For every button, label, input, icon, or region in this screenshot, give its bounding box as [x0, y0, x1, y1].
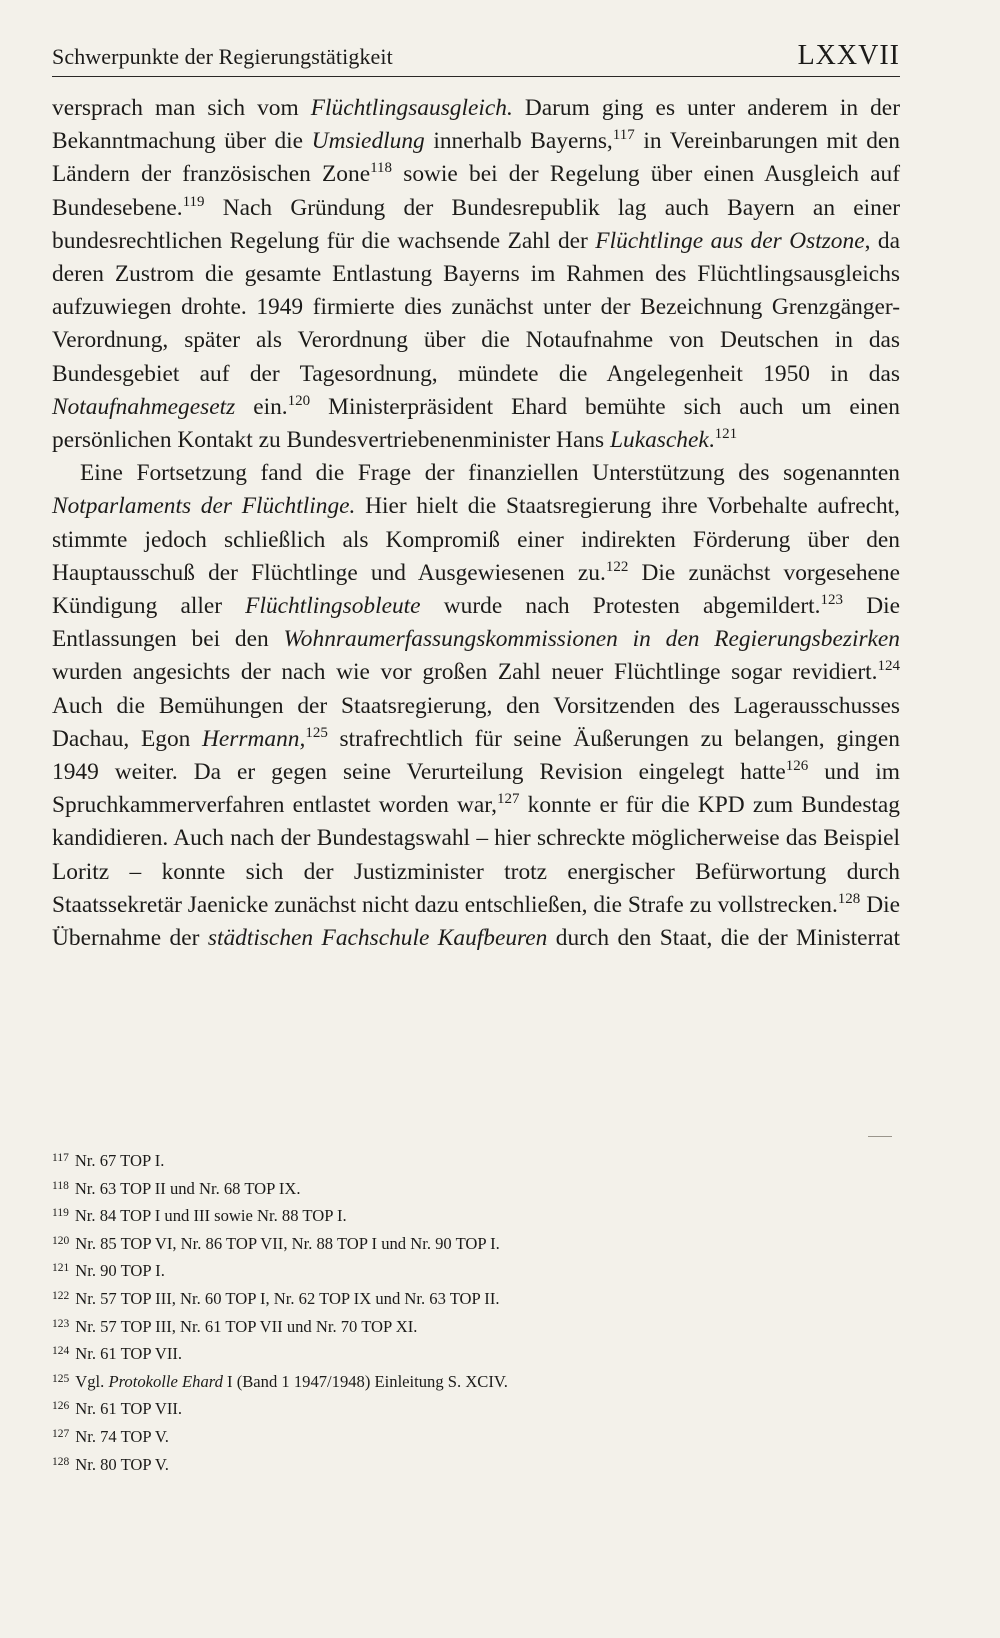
text-run: Eine Fortsetzung fand die Frage der finanziellen Unterstützung des sogenannten	[80, 460, 900, 487]
text-run: Ministerpräsident Ehard bemühte sich auch um einen persönlichen Kontakt zu Bundesvertriebenenminister Hans	[52, 393, 900, 454]
body-text	[52, 92, 900, 955]
paragraph	[52, 457, 900, 955]
italic-term: Wohnraumerfassungskommissionen in den Regierungsbezirken	[283, 626, 901, 653]
page-header	[52, 36, 900, 77]
italic-term: städtischen Fachschule Kaufbeuren	[207, 925, 548, 952]
italic-term: Protokolle Ehard	[108, 1371, 223, 1391]
text-run: .	[708, 427, 715, 454]
footnote-reference: 123	[820, 592, 844, 609]
italic-term: Notparlaments der Flüchtlinge.	[52, 493, 356, 520]
text-run: Vgl.	[75, 1371, 109, 1391]
footnote-number: 117	[52, 1152, 69, 1164]
footnote-reference: 117	[612, 127, 635, 144]
footnote-reference: 122	[605, 558, 629, 575]
footnote-number: 118	[52, 1179, 69, 1192]
footnote-reference: 124	[877, 658, 900, 675]
text-run: sowie bei der Regelung über einen Ausgleich auf Bundesebene.	[52, 161, 900, 221]
footnote-text: Nr. 63 TOP II und Nr. 68 TOP IX.	[74, 1178, 301, 1198]
footnote-text: Nr. 57 TOP III, Nr. 61 TOP VII und Nr. 70 TOP XI.	[75, 1316, 418, 1336]
footnote	[52, 1284, 900, 1312]
text-run: ein.	[235, 393, 288, 420]
footnote-reference: 121	[714, 426, 738, 443]
italic-term: Herrmann,	[202, 725, 306, 752]
footnote-number: 126	[52, 1400, 70, 1413]
text-run: strafrechtlich für seine Äußerungen zu belangen, gingen 1949 weiter. Da er gegen seine Verurteilung Revision eingelegt hatte	[52, 725, 900, 786]
italic-term: Notaufnahmegesetz	[52, 393, 236, 420]
text-run: konnte er für die KPD zum Bundestag kandidieren. Auch nach der Bundestagswahl – hier schreckte möglicherweise das Beispiel Loritz – konnte sich der Justizminister trotz energischer Befürwortung durch Staatssekretär Jaenicke zunächst nicht dazu entschließen, die Strafe zu vollstrecken.	[52, 792, 900, 918]
footnote	[52, 1146, 900, 1174]
footnote	[52, 1450, 900, 1478]
footnote	[52, 1422, 900, 1450]
text-run: , da deren Zustrom die gesamte Entlastung Bayerns im Rahmen des Flüchtlingsausgleichs aufzuwiegen drohte. 1949 firmierte dies zunächst unter der Bezeichnung Grenzgänger-Verordnung, später als Verordnung über die Notaufnahme von Deutschen in das Bundesgebiet auf der Tagesordnung, mündete die Angelegenheit 1950 in das	[52, 227, 900, 387]
footnote	[52, 1174, 900, 1202]
text-run: Die Entlassungen bei den	[52, 593, 900, 653]
footnote-text: Nr. 61 TOP VII.	[75, 1344, 183, 1364]
footnote-text: Nr. 84 TOP I und III sowie Nr. 88 TOP I.	[74, 1206, 347, 1226]
footnote-number: 128	[52, 1455, 70, 1468]
italic-term: Umsiedlung	[311, 128, 425, 155]
italic-term: Lukaschek	[609, 427, 709, 454]
text-run: Die zunächst vorgesehene Kündigung aller	[52, 559, 900, 620]
footnote-reference: 128	[837, 890, 861, 907]
footnote-text: Nr. 85 TOP VI, Nr. 86 TOP VII, Nr. 88 TOP I und Nr. 90 TOP I.	[75, 1233, 500, 1253]
footnote-text: Nr. 61 TOP VII.	[75, 1399, 183, 1419]
footnote	[52, 1229, 900, 1257]
text-run: und im Spruchkammerverfahren entlastet worden war,	[52, 759, 900, 819]
text-run: durch den Staat, die der Ministerrat	[547, 925, 900, 952]
text-run: Auch die Bemühungen der Staatsregierung, den Vorsitzenden des Lagerausschusses Dachau, Egon	[52, 692, 900, 752]
footnote-number: 121	[52, 1262, 70, 1275]
footnote-text: Nr. 80 TOP V.	[75, 1454, 169, 1474]
footnote	[52, 1367, 900, 1395]
italic-term: Flüchtlinge aus der Ostzone	[595, 227, 865, 254]
footnote-separator	[868, 1136, 892, 1137]
footnote	[52, 1339, 900, 1367]
footnote-number: 125	[52, 1372, 70, 1385]
footnote-reference: 126	[785, 758, 809, 775]
text-run: Nach Gründung der Bundesrepublik lag auch Bayern an einer bundesrechtlichen Regelung für die wachsende Zahl der	[52, 194, 900, 254]
footnote	[52, 1256, 900, 1284]
footnote-reference: 118	[370, 160, 393, 177]
text-run: I (Band 1 1947/1948) Einleitung S. XCIV.	[222, 1371, 508, 1391]
text-run: versprach man sich vom	[52, 95, 311, 121]
footnote-text: Nr. 57 TOP III, Nr. 60 TOP I, Nr. 62 TOP IX und Nr. 63 TOP II.	[75, 1288, 500, 1308]
text-run: Hier hielt die Staatsregierung ihre Vorbehalte aufrecht, stimmte jedoch schließlich als Kompromiß einer indirekten Förderung über den Hauptausschuß der Flüchtlinge und Ausgewiesenen zu.	[52, 493, 900, 586]
footnote-reference: 125	[305, 724, 328, 741]
text-run: wurden angesichts der nach wie vor großen Zahl neuer Flüchtlinge sogar revidiert.	[52, 659, 878, 686]
footnotes	[52, 1146, 900, 1477]
footnote-number: 127	[52, 1427, 70, 1440]
footnote-number: 124	[52, 1345, 70, 1358]
text-run: in Vereinbarungen mit den Ländern der französischen Zone	[52, 128, 901, 188]
footnote-reference: 120	[287, 392, 311, 409]
footnote-reference: 119	[182, 193, 205, 210]
footnote	[52, 1394, 900, 1422]
footnote-text: Nr. 74 TOP V.	[75, 1426, 169, 1446]
text-run: Die Übernahme der	[52, 891, 900, 952]
text-run: innerhalb Bayerns,	[424, 128, 613, 155]
running-head: Schwerpunkte der Regierungstätigkeit	[52, 44, 393, 69]
footnote-text: Nr. 67 TOP I.	[74, 1151, 165, 1170]
footnote-number: 123	[52, 1317, 70, 1330]
footnote-number: 120	[52, 1234, 70, 1247]
footnote-number: 122	[52, 1289, 70, 1302]
footnote	[52, 1312, 900, 1340]
italic-term: Flüchtlingsobleute	[245, 593, 421, 620]
footnote-number: 119	[52, 1207, 69, 1220]
text-run: Darum ging es unter anderem in der Bekanntmachung über die	[52, 95, 900, 155]
footnote-text: Nr. 90 TOP I.	[75, 1261, 165, 1281]
text-run: wurde nach Protesten abgemildert.	[420, 593, 821, 620]
paragraph	[52, 92, 900, 457]
italic-term: Flüchtlingsausgleich.	[310, 95, 513, 121]
footnote-reference: 127	[497, 791, 520, 808]
footnote	[52, 1201, 900, 1229]
page-number: LXXVII	[797, 40, 900, 71]
